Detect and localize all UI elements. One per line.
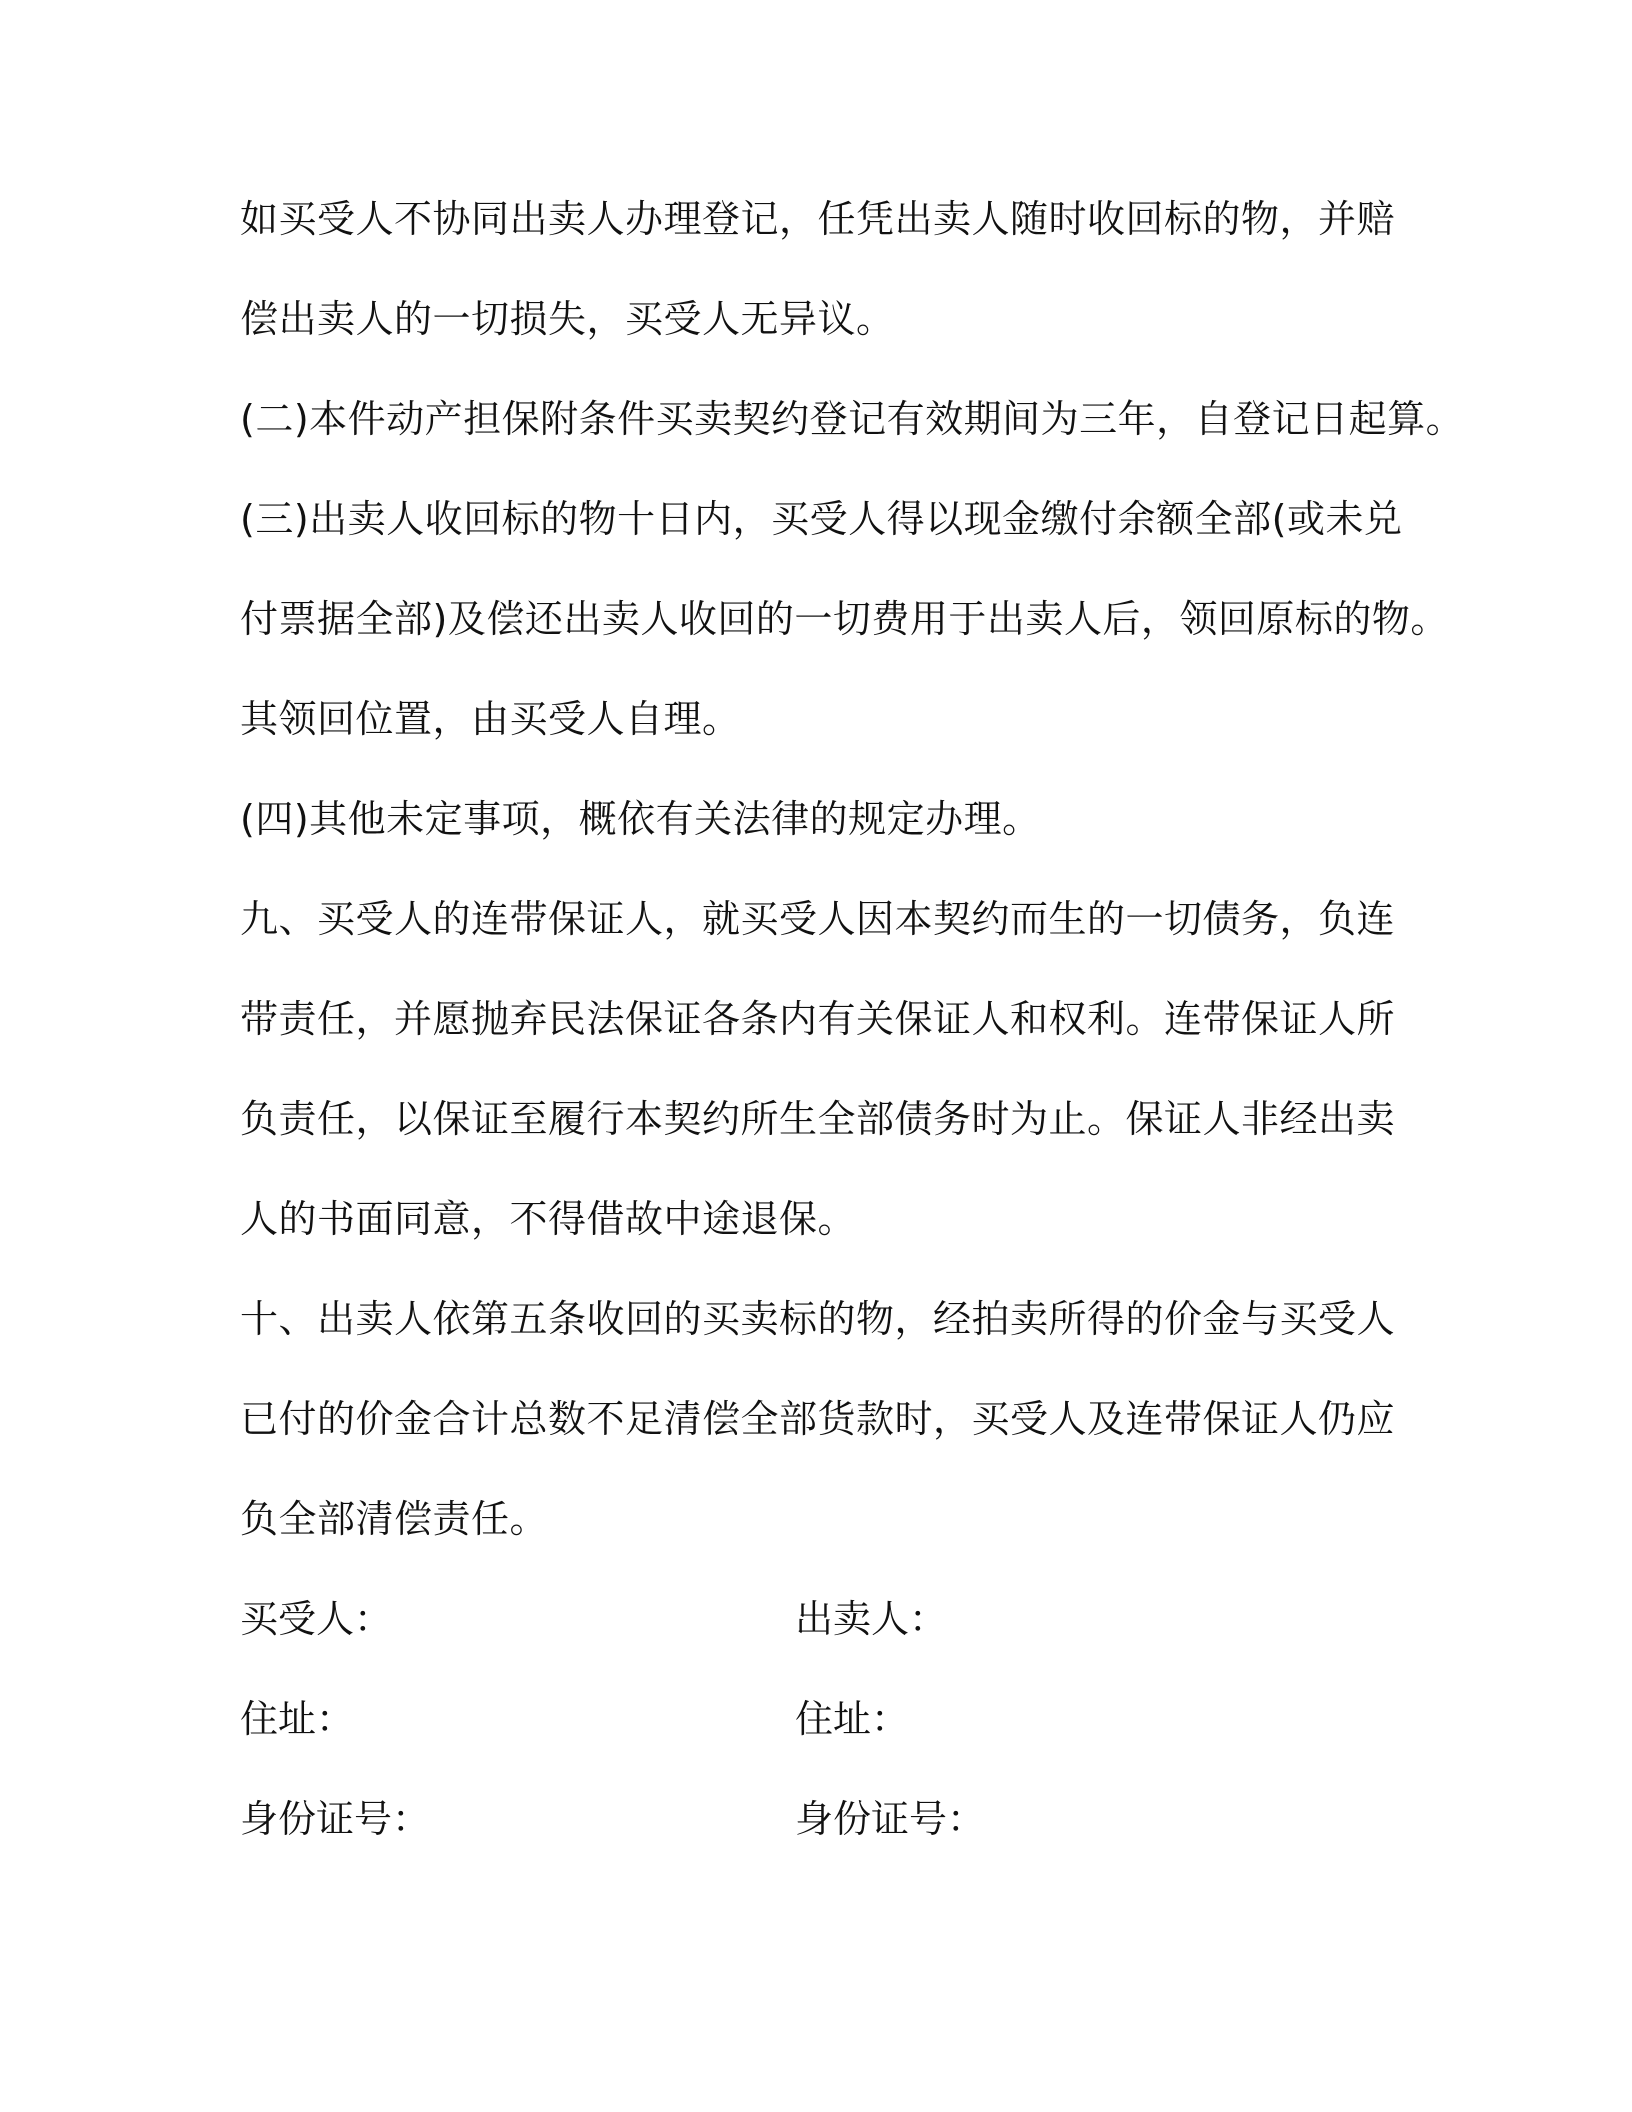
article-9-line: 九、买受人的连带保证人，就买受人因本契约而生的一切债务，负连 xyxy=(240,897,1396,941)
paragraph-line: 带责任，并愿抛弃民法保证各条内有关保证人和权利。连带保证人所 xyxy=(240,997,1396,1041)
article-10-line: 十、出卖人依第五条收回的买卖标的物，经拍卖所得的价金与买受人 xyxy=(240,1297,1396,1341)
signature-row-party xyxy=(240,1594,1440,1644)
seller-id-label: 身份证号： xyxy=(795,1797,986,1841)
clause-2-line: (二)本件动产担保附条件买卖契约登记有效期间为三年，自登记日起算。 xyxy=(240,397,1465,441)
buyer-address-label: 住址： xyxy=(240,1697,355,1741)
seller-address-label: 住址： xyxy=(795,1697,910,1741)
paragraph-line: 已付的价金合计总数不足清偿全部货款时，买受人及连带保证人仍应 xyxy=(240,1397,1396,1441)
buyer-id-label: 身份证号： xyxy=(240,1797,431,1841)
seller-label: 出卖人： xyxy=(795,1597,948,1641)
clause-3-line: (三)出卖人收回标的物十日内，买受人得以现金缴付余额全部(或未兑 xyxy=(240,497,1403,541)
paragraph-line: 其领回位置，由买受人自理。 xyxy=(240,697,741,741)
paragraph-line: 偿出卖人的一切损失，买受人无异议。 xyxy=(240,297,895,341)
buyer-label: 买受人： xyxy=(240,1597,393,1641)
paragraph-line: 付票据全部)及偿还出卖人收回的一切费用于出卖人后，领回原标的物。 xyxy=(240,597,1449,641)
paragraph-line: 如买受人不协同出卖人办理登记，任凭出卖人随时收回标的物，并赔 xyxy=(240,197,1396,241)
paragraph-line: 负全部清偿责任。 xyxy=(240,1497,549,1541)
signature-row-address xyxy=(240,1694,1440,1744)
paragraph-line: 负责任，以保证至履行本契约所生全部债务时为止。保证人非经出卖 xyxy=(240,1097,1396,1141)
clause-4-line: (四)其他未定事项，概依有关法律的规定办理。 xyxy=(240,797,1041,841)
paragraph-line: 人的书面同意，不得借故中途退保。 xyxy=(240,1197,857,1241)
signature-row-id xyxy=(240,1794,1440,1844)
